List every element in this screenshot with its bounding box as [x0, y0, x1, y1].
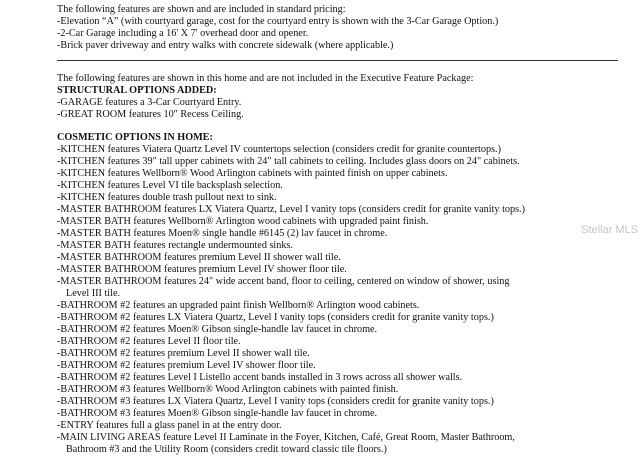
cosmetic-item: -KITCHEN features double trash pullout next to sink.: [57, 192, 277, 203]
cosmetic-item-continuation: Bathroom #3 and the Utility Room (considers credit toward classic tile floors.): [66, 444, 387, 455]
cosmetic-item: -BATHROOM #2 features premium Level IV shower floor tile.: [57, 360, 316, 371]
cosmetic-item: -MASTER BATH features rectangle undermounted sinks.: [57, 240, 293, 251]
mls-watermark: Stellar MLS: [581, 224, 638, 236]
cosmetic-item: -BATHROOM #3 features LX Viatera Quartz, Level I vanity tops (considers credit for granite vanity tops.): [57, 396, 494, 407]
cosmetic-heading: COSMETIC OPTIONS IN HOME:: [57, 132, 213, 143]
cosmetic-item: -MASTER BATHROOM features LX Viatera Quartz, Level I vanity tops (considers credit for granite vanity tops.): [57, 204, 525, 215]
structural-item: -GARAGE features a 3-Car Courtyard Entry.: [57, 97, 242, 108]
structural-item: -GREAT ROOM features 10" Recess Ceiling.: [57, 109, 244, 120]
upgrades-intro: The following features are shown in this home and are not included in the Executive Feature Package:: [57, 73, 474, 84]
cosmetic-item: -BATHROOM #2 features an upgraded paint finish Wellborn® Arlington wood cabinets.: [57, 300, 420, 311]
cosmetic-item: -BATHROOM #3 features Wellborn® Wood Arlington cabinets with painted finish.: [57, 384, 399, 395]
cosmetic-item: -KITCHEN features 39" tall upper cabinets with 24" tall cabinets to ceiling. Includes glass doors on 24" cabinets.: [57, 156, 520, 167]
cosmetic-item: -KITCHEN features Level VI tile backsplash selection.: [57, 180, 283, 191]
cosmetic-item: -BATHROOM #2 features premium Level II shower wall tile.: [57, 348, 310, 359]
standard-item: -Brick paver driveway and entry walks with concrete sidewalk (where applicable.): [57, 40, 394, 51]
cosmetic-item: -MASTER BATHROOM features premium Level II shower wall tile.: [57, 252, 341, 263]
cosmetic-item: -BATHROOM #2 features LX Viatera Quartz, Level I vanity tops (considers credit for granite vanity tops.): [57, 312, 494, 323]
cosmetic-item-continuation: Level III tile.: [66, 288, 121, 299]
standard-intro: The following features are shown and are included in standard pricing:: [57, 4, 346, 15]
cosmetic-item: -KITCHEN features Wellborn® Wood Arlington cabinets with painted finish on upper cabinets.: [57, 168, 448, 179]
cosmetic-item: -BATHROOM #3 features Moen® Gibson single-handle lav faucet in chrome.: [57, 408, 378, 419]
standard-item: -2-Car Garage including a 16' X 7' overhead door and opener.: [57, 28, 309, 39]
cosmetic-item: -BATHROOM #2 features Moen® Gibson single-handle lav faucet in chrome.: [57, 324, 378, 335]
cosmetic-item: -MASTER BATH features Moen® single handle #6145 (2) lav faucet in chrome.: [57, 228, 388, 239]
structural-heading: STRUCTURAL OPTIONS ADDED:: [57, 85, 217, 96]
cosmetic-item: -BATHROOM #2 features Level I Listello accent bands installed in 3 rows across all shower walls.: [57, 372, 463, 383]
cosmetic-item: -MAIN LIVING AREAS feature Level II Laminate in the Foyer, Kitchen, Café, Great Room, Master Bathroom,: [57, 432, 515, 443]
cosmetic-item: -MASTER BATHROOM features premium Level IV shower floor tile.: [57, 264, 347, 275]
cosmetic-item: -MASTER BATH features Wellborn® Arlington wood cabinets with upgraded paint finish.: [57, 216, 429, 227]
cosmetic-item: -KITCHEN features Viatera Quartz Level IV countertops selection (considers credit for granite countertops.): [57, 144, 501, 155]
cosmetic-item: -ENTRY features full a glass panel in at the entry door.: [57, 420, 282, 431]
section-divider: [57, 60, 618, 61]
cosmetic-item: -MASTER BATHROOM features 24" wide accent band, floor to ceiling, centered on window of shower, using: [57, 276, 510, 287]
standard-item: -Elevation “A” (with courtyard garage, cost for the courtyard entry is shown with the 3-Car Garage Option.): [57, 16, 499, 27]
cosmetic-item: -BATHROOM #2 features Level II floor tile.: [57, 336, 241, 347]
